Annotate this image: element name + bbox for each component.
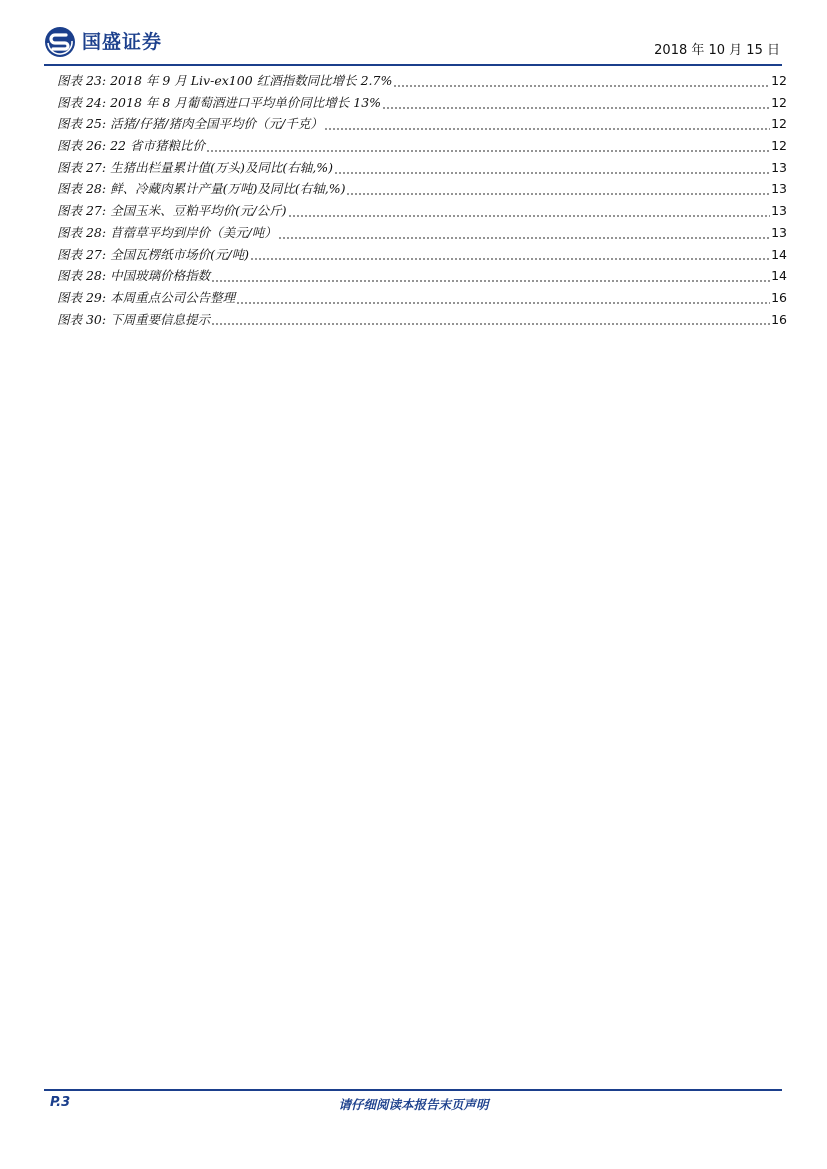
toc-entry-title: 鲜、冷藏肉累计产量(万吨)及同比(右轴,%) <box>110 181 346 197</box>
toc-entry[interactable] <box>57 201 787 223</box>
toc-entry-title: 22 省市猪粮比价 <box>110 138 205 154</box>
toc-entry[interactable] <box>57 114 787 136</box>
toc-entry-label: 图表 29: <box>57 289 107 305</box>
toc-entry[interactable] <box>57 158 787 180</box>
toc-entry-title: 活猪/仔猪/猪肉全国平均价（元/千克） <box>110 116 323 132</box>
toc-entry-page: 13 <box>771 181 787 197</box>
toc-leader-dots <box>278 227 770 241</box>
toc-leader-dots <box>334 162 770 176</box>
toc-entry-title: 生猪出栏量累计值(万头)及同比(右轴,%) <box>110 159 333 175</box>
toc-leader-dots <box>206 140 770 154</box>
toc-leader-dots <box>393 75 770 89</box>
toc-entry[interactable] <box>57 179 787 201</box>
brand-logo-icon <box>44 26 76 58</box>
toc-entry-title: 本周重点公司公告整理 <box>110 289 236 305</box>
toc-entry-page: 12 <box>771 73 787 88</box>
toc-entry-page: 16 <box>771 311 787 327</box>
toc-entry-label: 图表 24: <box>57 94 107 110</box>
toc-entry-title: 2018 年 8 月葡萄酒进口平均单价同比增长 13% <box>110 94 382 110</box>
toc-leader-dots <box>346 183 770 197</box>
toc-entry-page: 12 <box>771 94 787 110</box>
toc-entry-title: 全国玉米、豆粕平均价(元/公斤) <box>110 203 287 219</box>
toc-entry-title: 下周重要信息提示 <box>110 311 211 327</box>
toc-entry-title: 2018 年 9 月 Liv-ex100 红酒指数同比增长 2.7% <box>110 73 393 88</box>
toc-entry-title: 中国玻璃价格指数 <box>110 268 211 284</box>
toc-entry-label: 图表 23: <box>57 73 107 88</box>
toc-entry-page: 12 <box>771 116 787 132</box>
toc-entry-page: 13 <box>771 159 787 175</box>
toc-entry-label: 图表 26: <box>57 138 107 154</box>
disclaimer-note: 请仔细阅读本报告末页声明 <box>338 1097 489 1112</box>
toc-entry-label: 图表 28: <box>57 181 107 197</box>
toc-entry-page: 12 <box>771 138 787 154</box>
toc-entry-page: 13 <box>771 203 787 219</box>
toc-entry-label: 图表 30: <box>57 311 107 327</box>
toc-leader-dots <box>236 292 770 306</box>
figure-index-list <box>57 71 787 331</box>
toc-entry-label: 图表 28: <box>57 224 107 240</box>
toc-entry-label: 图表 28: <box>57 268 107 284</box>
toc-entry-label: 图表 27: <box>57 203 107 219</box>
toc-entry-title: 苜蓿草平均到岸价（美元/吨） <box>110 224 277 240</box>
toc-leader-dots <box>211 313 770 327</box>
report-date: 2018 年 10 月 15 日 <box>654 43 780 58</box>
footer-divider <box>44 1089 782 1091</box>
toc-entry-page: 16 <box>771 289 787 305</box>
toc-entry-title: 全国瓦楞纸市场价(元/吨) <box>110 246 250 262</box>
toc-leader-dots <box>211 270 770 284</box>
brand-name: 国盛证券 <box>82 31 163 53</box>
toc-entry[interactable] <box>57 71 787 93</box>
toc-entry[interactable] <box>57 288 787 310</box>
toc-entry[interactable] <box>57 93 787 115</box>
toc-entry-label: 图表 25: <box>57 116 107 132</box>
toc-entry-page: 14 <box>771 268 787 284</box>
page-header <box>44 22 782 64</box>
header-divider <box>44 64 782 66</box>
toc-entry[interactable] <box>57 310 787 332</box>
brand-logo <box>44 26 162 58</box>
toc-leader-dots <box>382 97 770 111</box>
toc-entry[interactable] <box>57 223 787 245</box>
toc-leader-dots <box>250 248 770 262</box>
toc-leader-dots <box>324 118 770 132</box>
toc-entry-page: 13 <box>771 224 787 240</box>
toc-leader-dots <box>288 205 771 219</box>
toc-entry-label: 图表 27: <box>57 159 107 175</box>
toc-entry[interactable] <box>57 136 787 158</box>
toc-entry[interactable] <box>57 245 787 267</box>
toc-entry-page: 14 <box>771 246 787 262</box>
toc-entry[interactable] <box>57 266 787 288</box>
toc-entry-label: 图表 27: <box>57 246 107 262</box>
page-number: P.3 <box>50 1095 71 1110</box>
